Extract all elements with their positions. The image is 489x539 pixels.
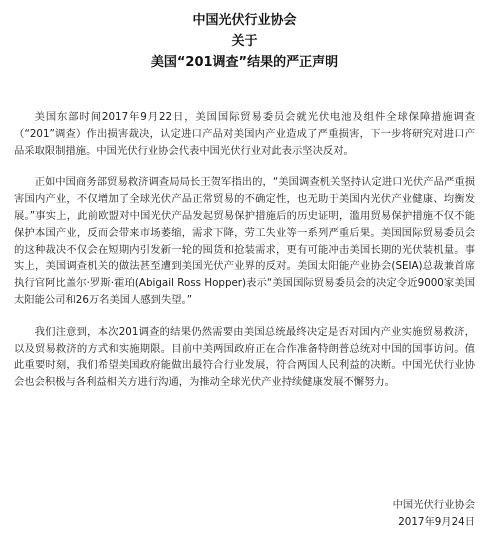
- document-title: [14, 10, 475, 73]
- title-organization: 中国光伏行业协会: [192, 13, 297, 28]
- signature-organization: 中国光伏行业协会: [392, 499, 475, 511]
- paragraph-commerce-ministry: 正如中国商务部贸易救济调查局局长王贺军指出的，“美国调查机关坚持认定进口光伏产品严重损害国内产业，不仅增加了全球光伏产品正常贸易的不确定性，也无助于美国内光伏产业健康、均衡发展。”事实上，此前欧盟对中国光伏产品发起贸易保护措施后的历史证明，滥用贸易保护措施不仅不能保护本国产业，反而会带来市场萎缩，需求下降，劳工失业等一系列严重后果。美国国际贸易委员会的这种裁决不仅会在短期内引发新一轮的囤货和抢装需求，更有可能冲击美国长期的光伏装机量。事实上，美国调查机关的做法甚至遭到美国光伏产业界的反对。美国太阳能产业协会(SEIA)总裁兼首席执行官阿比盖尔·罗斯·霍珀(Abigail Ross Hopper)表示“美国国际贸易委员会的决定令近9000家美国太阳能公司和26万名美国人感到失望。”: [14, 176, 475, 306]
- document-body: [14, 109, 475, 391]
- paragraph-presidential-decision: 我们注意到，本次201调查的结果仍然需要由美国总统最终决定是否对国内产业实施贸易救济，以及贸易救济的方式和实施期限。目前中美两国政府正在合作准备特朗普总统对中国的国事访问。值此重要时刻，我们希望美国政府能做出最符合行业发展，符合两国人民利益的决断。中国光伏行业协会也会积极与各利益相关方进行沟通，为推动全球光伏产业持续健康发展不懈努力。: [14, 325, 475, 389]
- signature-block: [393, 497, 475, 531]
- paragraph-ruling: 美国东部时间2017年9月22日，美国国际贸易委员会就光伏电池及组件全球保障措施调查（“201”调查）作出损害裁决，认定进口产品对美国内产业造成了严重损害，下一步将研究对进口产品采取限制措施。中国光伏行业协会代表中国光伏行业对此表示坚决反对。: [14, 111, 475, 157]
- title-subject: 美国“201调查”结果的严正声明: [150, 55, 339, 70]
- title-regarding: 关于: [231, 34, 258, 49]
- signature-date: 2017年9月24日: [398, 516, 475, 528]
